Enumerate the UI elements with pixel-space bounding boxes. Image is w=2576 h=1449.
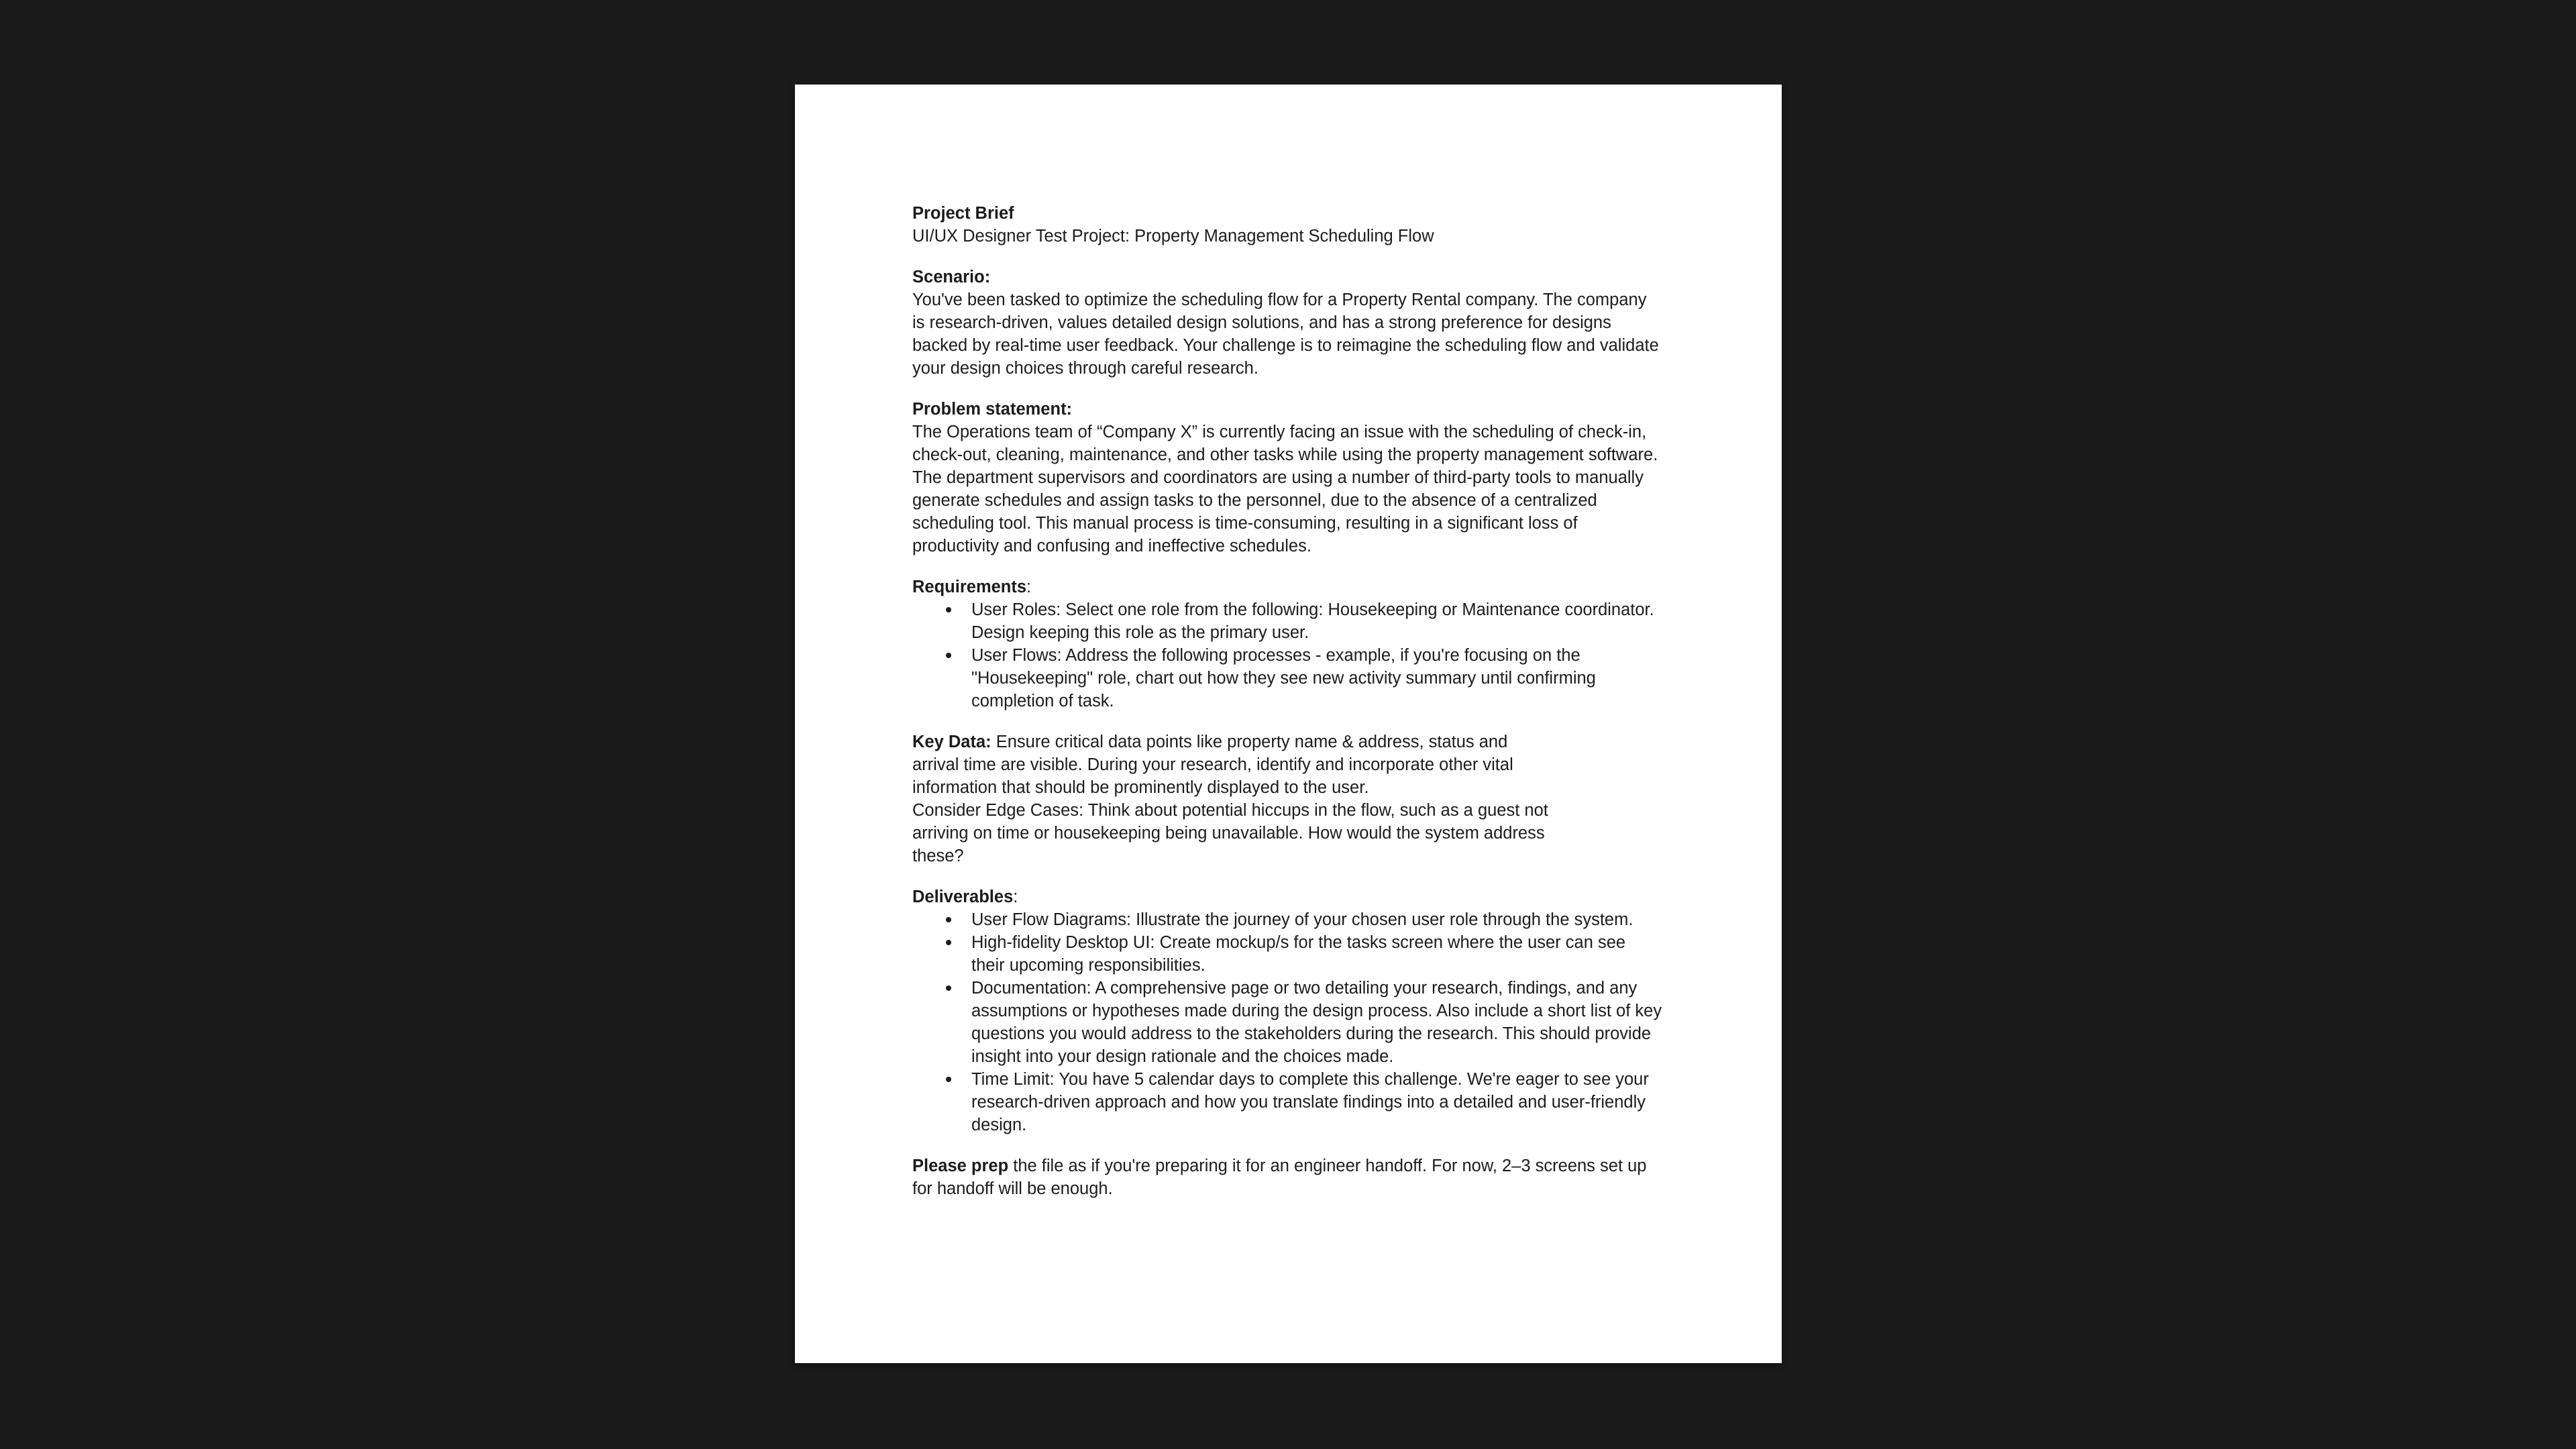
spacer [912, 248, 1677, 266]
scenario-body: You've been tasked to optimize the scheduling flow for a Property Rental company. The company is research-driven, values detailed design solutions, and has a strong preference for designs backed by real-time user feedback. Your challenge is to reimagine the scheduling flow and validate your design choices through careful research. [912, 290, 1659, 378]
section-requirements [912, 576, 1677, 712]
list-item [912, 931, 1662, 977]
list-item-text: High-fidelity Desktop UI: Create mockup/s for the tasks screen where the user can see their upcoming responsibilities. [971, 933, 1626, 975]
spacer [912, 867, 1677, 885]
bullet-icon [946, 653, 951, 658]
list-item-text: User Flows: Address the following processes - example, if you're focusing on the "Housekeeping" role, chart out how they see new activity summary until confirming completion of task. [971, 646, 1596, 710]
spacer [912, 557, 1677, 576]
section-problem-statement [912, 398, 1677, 557]
requirements-heading [912, 576, 1677, 598]
list-item [912, 598, 1662, 644]
bullet-icon [946, 1077, 951, 1082]
bullet-icon [946, 917, 951, 922]
bullet-icon [946, 985, 951, 991]
page-title: Project Brief [912, 204, 1014, 223]
problem-statement-body: The Operations team of “Company X” is currently facing an issue with the scheduling of check-in, check-out, cleaning, maintenance, and other tasks while using the property management software. The department supervisors and coordinators are using a number of third-party tools to manually generate schedules and assign tasks to the personnel, due to the absence of a centralized scheduling tool. This manual process is time-consuming, resulting in a significant loss of productivity and confusing and ineffective schedules. [912, 423, 1658, 555]
section-deliverables [912, 885, 1677, 1136]
deliverables-heading [912, 885, 1677, 908]
list-item [912, 977, 1662, 1068]
list-item-text: Time Limit: You have 5 calendar days to complete this challenge. We're eager to see your research-driven approach and how you translate findings into a detailed and user-friendly design. [971, 1070, 1649, 1134]
requirements-heading-colon: : [1026, 578, 1032, 596]
closing-paragraph [912, 1155, 1662, 1200]
deliverables-heading-colon: : [1013, 888, 1018, 906]
section-closing-note [912, 1155, 1677, 1200]
list-item [912, 908, 1662, 931]
deliverables-list [912, 908, 1677, 1136]
list-item-text: User Flow Diagrams: Illustrate the journey of your chosen user role through the system. [971, 910, 1633, 929]
document-page [795, 85, 1782, 1363]
list-item [912, 1068, 1662, 1136]
bullet-icon [946, 940, 951, 945]
key-data-body: Ensure critical data points like property name & address, status and arrival time are visible. During your research, identify and incorporate other vital information that should be prominently displayed to the user. [912, 733, 1513, 797]
closing-body: the file as if you're preparing it for an engineer handoff. For now, 2–3 screens set up for handoff will be enough. [912, 1157, 1647, 1198]
spacer [912, 1136, 1677, 1155]
requirements-heading-text: Requirements [912, 578, 1027, 596]
edge-cases-paragraph: Consider Edge Cases: Think about potential hiccups in the flow, such as a guest not arriving on time or housekeeping being unavailable. How would the system address these? [912, 801, 1548, 865]
bullet-icon [946, 607, 951, 612]
scenario-heading: Scenario: [912, 268, 991, 286]
list-item [912, 644, 1662, 712]
problem-statement-heading: Problem statement: [912, 400, 1073, 419]
document-header [912, 202, 1677, 248]
requirements-list [912, 598, 1677, 712]
document-content [912, 202, 1677, 1200]
spacer [912, 712, 1677, 731]
section-scenario [912, 266, 1677, 380]
key-data-paragraph [912, 731, 1556, 799]
key-data-lead: Key Data: [912, 733, 991, 751]
section-key-data [912, 731, 1677, 867]
list-item-text: Documentation: A comprehensive page or two detailing your research, findings, and any assumptions or hypotheses made during the design process. Also include a short list of key questions you would address to the stakeholders during the research. This should provide insight into your design rationale and the choices made. [971, 979, 1662, 1066]
closing-lead: Please prep [912, 1157, 1009, 1175]
deliverables-heading-text: Deliverables [912, 888, 1014, 906]
spacer [912, 380, 1677, 398]
page-subtitle: UI/UX Designer Test Project: Property Management Scheduling Flow [912, 227, 1434, 246]
list-item-text: User Roles: Select one role from the following: Housekeeping or Maintenance coordinator. Design keeping this role as the primary user. [971, 600, 1654, 642]
